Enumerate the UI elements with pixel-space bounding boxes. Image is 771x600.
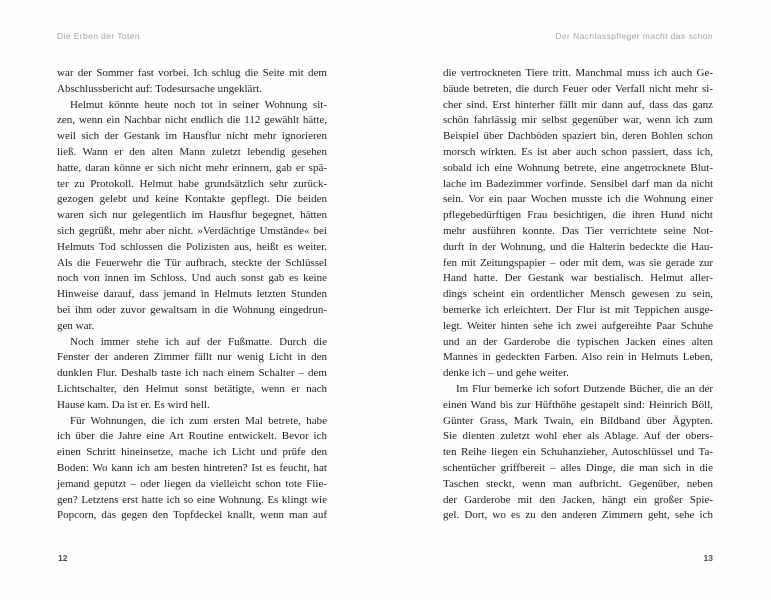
text-line: denke ich – und gehe weiter.	[443, 367, 569, 380]
text-line: schentücher griffbereit – alles Dinge, die man sich in die	[443, 461, 713, 474]
text-line: gel. Dort, wo es zu den anderen Zimmern geht, sehe ich	[443, 509, 713, 522]
text-line: Sie dienten zuletzt wohl eher als Ablage. Auf der obers-	[443, 430, 713, 443]
left-page-body	[57, 66, 327, 524]
text-line: gen? Letztens erst hatte ich so eine Wohnung. Es klingt wie	[57, 493, 327, 506]
text-line: bemerke ich erleichtert. Der Flur ist mit Teppichen ausge-	[443, 303, 713, 316]
text-line: noch von innen im Schloss. Und auch sonst gab es keine	[57, 272, 327, 285]
text-line: Als die Feuerwehr die Tür aufbrach, steckte der Schlüssel	[57, 256, 327, 269]
text-line: Für Wohnungen, die ich zum ersten Mal betrete, habe	[70, 414, 327, 427]
text-line: Abschlussbericht auf: Todesursache ungeklärt.	[57, 82, 262, 95]
text-line: gezogen gelebt und keine Kontakte gepflegt. Die beiden	[57, 193, 327, 206]
text-line: Popcorn, das gegen den Topfdeckel knallt, wenn man auf	[57, 509, 327, 522]
text-line: jemand geputzt – oder liegen da vielleicht schon tote Flie-	[57, 477, 327, 490]
text-line: Fenster der anderen Zimmer fällt nur wenig Licht in den	[57, 351, 327, 364]
text-line: dunklen Flur. Deshalb taste ich nach einem Schalter – dem	[57, 367, 327, 380]
text-line: Helmut könnte heute noch tot in seiner Wohnung sit-	[70, 98, 327, 111]
text-line: sein. Vor ein paar Wochen musste ich die Wohnung einer	[443, 193, 713, 206]
text-line: Hand hatte. Der Gestank war bestialisch. Helmut aller-	[443, 272, 713, 285]
text-line: zen, wenn ein Nachbar nicht endlich die 112 gewählt hätte,	[57, 114, 327, 127]
text-line: hatte, daran könne er sich nicht mehr erinnern, gab er spä-	[57, 161, 327, 174]
text-line: sich gegrüßt, mehr aber nicht. »Verdächtige Umstände« bei	[57, 224, 327, 237]
left-running-header: Die Erben der Toten	[57, 31, 141, 41]
right-page-number: 13	[703, 553, 713, 563]
text-line: der Garderobe mit den Jacken, hängt ein großer Spie-	[443, 493, 713, 506]
right-page-body	[443, 66, 713, 524]
text-line: Hause kam. Da ist er. Es wird hell.	[57, 398, 210, 411]
text-line: weil sich der Gestank im Hausflur nicht mehr ignorieren	[57, 130, 327, 143]
text-line: Beispiel über Dachböden spaziert bin, deren Bohlen schon	[443, 130, 713, 143]
text-line: bei ihm oder zuvor gewaltsam in die Wohnung eingedrun-	[57, 303, 327, 316]
text-line: lache im Badezimmer vorfinde. Sensibel darf man da nicht	[443, 177, 713, 190]
text-line: Mannes in gedeckten Farben. Also rein in Helmuts Leben,	[443, 351, 713, 364]
text-line: pflegebedürftigen Frau besichtigen, die ihren Hund nicht	[443, 209, 713, 222]
text-line: morsch wirkten. Es ist aber auch schon passiert, dass ich,	[443, 145, 713, 158]
text-line: ließ. Wann er den alten Mann zuletzt lebendig gesehen	[57, 145, 327, 158]
text-line: bäude betreten, die durch Feuer oder Verfall nicht mehr si-	[443, 82, 713, 95]
text-line: sobald ich eine Wohnung betrete, eine angetrocknete Blut-	[443, 161, 713, 174]
text-line: durft in der Wohnung, und die Halterin bedeckte die Hau-	[443, 240, 713, 253]
text-line: Boden: Wo kann ich am besten hintreten? Ist es feucht, hat	[57, 461, 327, 474]
text-line: die vertrockneten Tiere tritt. Manchmal muss ich auch Ge-	[443, 67, 713, 79]
right-running-header: Der Nachlasspfleger macht das schon	[555, 31, 713, 41]
text-line: legt. Weiter hinten sehe ich zwei aufgereihte Paar Schuhe	[443, 319, 713, 332]
text-line: mehr ausführen konnte. Das Tier verrichtete seine Not-	[443, 224, 713, 237]
text-line: Hinweise darauf, dass jemand in Helmuts letzten Stunden	[57, 288, 327, 301]
text-line: ich über die Jahre eine Art Routine entwickelt. Bevor ich	[57, 430, 327, 443]
text-line: Taschen steckt, wenn man aufbricht. Gegenüber, neben	[443, 477, 713, 490]
text-line: Günter Grass, Mark Twain, ein Bildband über Ägypten.	[443, 414, 713, 427]
text-line: cher sind. Erst hinterher fällt mir dann auf, dass das ganz	[443, 98, 713, 111]
text-line: fen mit Zeitungspapier – oder mit dem, was sie gerade zur	[443, 256, 713, 269]
text-line: waren sich nur gelegentlich im Hausflur begegnet, hätten	[57, 209, 327, 222]
text-line: Noch immer stehe ich auf der Fußmatte. Durch die	[70, 335, 327, 348]
text-line: einen Schritt hineinsetze, mache ich Licht und prüfe den	[57, 446, 327, 459]
text-line: dings scheint ein ordentlicher Mensch gewesen zu sein,	[443, 288, 713, 301]
text-line: Im Flur bemerke ich sofort Dutzende Bücher, die an der	[456, 382, 713, 395]
text-line: Helmuts Tod schlossen die Polizisten aus, heißt es weiter.	[57, 240, 327, 253]
text-line: Lichtschalter, den Helmut sonst betätigte, wenn er nach	[57, 382, 327, 395]
text-line: und an der Garderobe die typischen Jacken eines alten	[443, 335, 713, 348]
text-line: war der Sommer fast vorbei. Ich schlug die Seite mit dem	[57, 67, 327, 79]
left-page-number: 12	[58, 553, 68, 563]
text-line: gen war.	[57, 319, 95, 332]
text-line: einen Wand bis zur Hüfthöhe gestapelt sind: Heinrich Böll,	[443, 398, 713, 411]
text-line: ten Reihe liegen ein Schuhanzieher, Autoschlüssel und Ta-	[443, 446, 713, 459]
text-line: ter zu Protokoll. Helmut habe grundsätzlich sehr zurück-	[57, 177, 327, 190]
text-line: schön fahrlässig mir selbst gegenüber war, wenn ich zum	[443, 114, 713, 127]
